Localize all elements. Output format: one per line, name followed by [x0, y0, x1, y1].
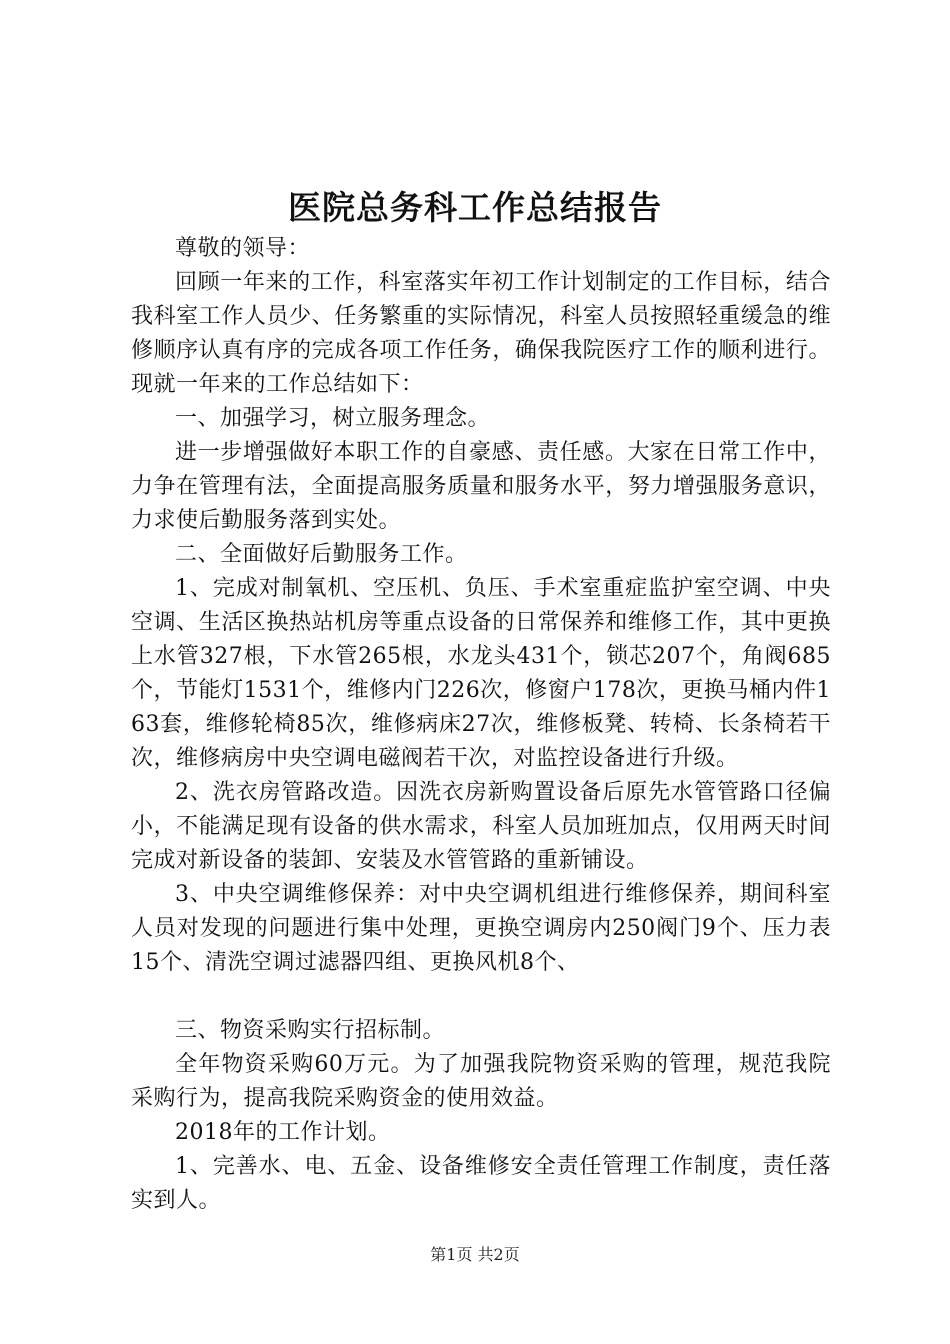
section-3-paragraph: 全年物资采购60万元。为了加强我院物资采购的管理，规范我院采购行为，提高我院采购资金的使用效益。	[131, 1052, 831, 1111]
blank-line	[131, 980, 831, 1014]
page-number-footer: 第1页 共2页	[430, 1245, 520, 1264]
plan-item-1: 1、完善水、电、五金、设备维修安全责任管理工作制度，责任落实到人。	[131, 1154, 831, 1213]
section-2-item-2: 2、洗衣房管路改造。因洗衣房新购置设备后原先水管管路口径偏小，不能满足现有设备的供水需求，科室人员加班加点，仅用两天时间完成对新设备的装卸、安装及水管管路的重新铺设。	[131, 780, 831, 873]
document-body	[131, 232, 831, 1218]
document-title: 医院总务科工作总结报告	[288, 188, 662, 227]
section-heading-2: 二、全面做好后勤服务工作。	[175, 542, 468, 567]
section-2-item-1: 1、完成对制氧机、空压机、负压、手术室重症监护室空调、中央空调、生活区换热站机房等重点设备的日常保养和维修工作，其中更换上水管327根，下水管265根，水龙头431个，锁芯207个，角阀685个，节能灯1531个，维修内门226次，修窗户178次，更换马桶内件163套，维修轮椅85次，维修病床27次，维修板凳、转椅、长条椅若干次，维修病房中央空调电磁阀若干次，对监控设备进行升级。	[131, 576, 831, 771]
section-heading-3: 三、物资采购实行招标制。	[175, 1018, 446, 1043]
section-1-paragraph: 进一步增强做好本职工作的自豪感、责任感。大家在日常工作中，力争在管理有法，全面提高服务质量和服务水平，努力增强服务意识，力求使后勤服务落到实处。	[131, 440, 831, 533]
section-2-item-3: 3、中央空调维修保养：对中央空调机组进行维修保养，期间科室人员对发现的问题进行集中处理，更换空调房内250阀门9个、压力表15个、清洗空调过滤器四组、更换风机8个、	[131, 882, 831, 975]
plan-heading: 2018年的工作计划。	[175, 1120, 391, 1145]
section-heading-1: 一、加强学习，树立服务理念。	[175, 406, 491, 431]
intro-paragraph: 回顾一年来的工作，科室落实年初工作计划制定的工作目标，结合我科室工作人员少、任务繁重的实际情况，科室人员按照轻重缓急的维修顺序认真有序的完成各项工作任务，确保我院医疗工作的顺利进行。现就一年来的工作总结如下：	[131, 270, 831, 397]
salutation: 尊敬的领导：	[175, 236, 311, 261]
